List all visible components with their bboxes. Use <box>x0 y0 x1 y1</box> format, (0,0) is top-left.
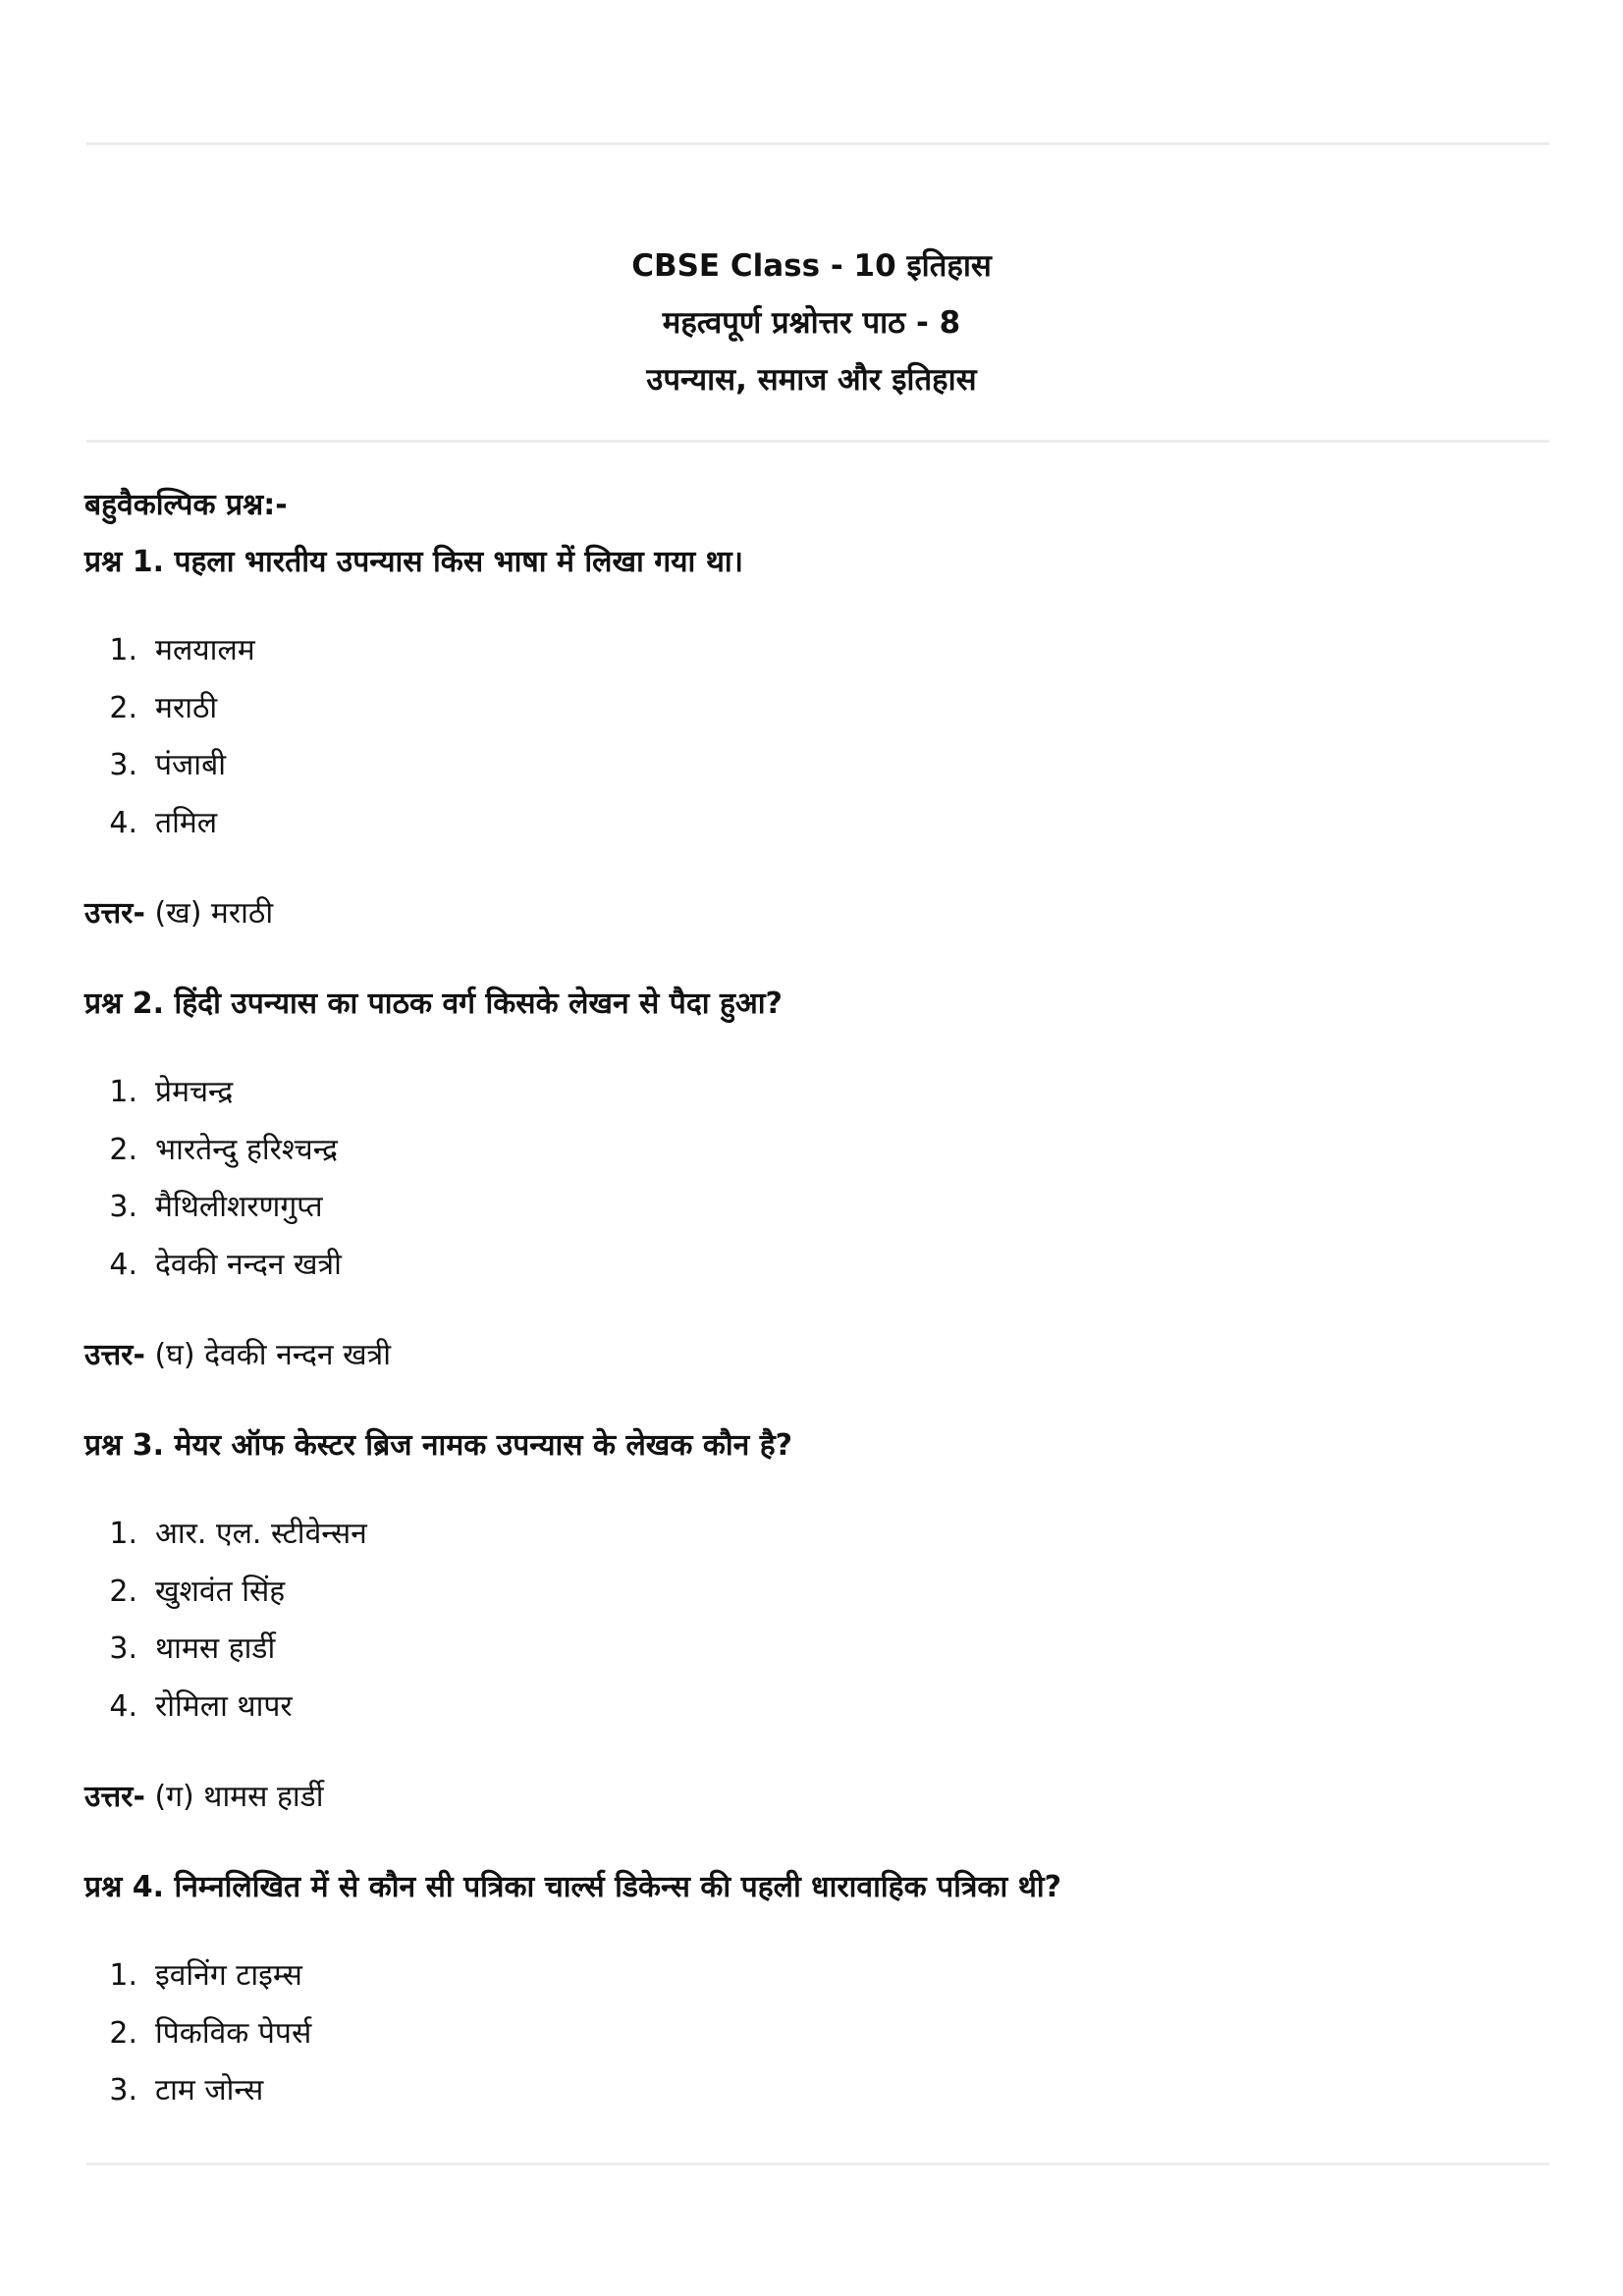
option-number: 2. <box>109 1132 137 1167</box>
question-3: प्रश्न 3. मेयर ऑफ केस्टर ब्रिज नामक उपन्यास के लेखक कौन है? <box>84 1428 793 1463</box>
option-number: 2. <box>109 2015 137 2051</box>
option-item <box>84 680 1538 738</box>
section-heading: बहुवैकल्पिक प्रश्न:- <box>84 488 288 522</box>
answer-label: उत्तर- <box>84 1338 145 1372</box>
option-item <box>84 1237 1538 1295</box>
option-number: 2. <box>109 690 137 725</box>
answer-text: (घ) देवकी नन्दन खत्री <box>154 1338 391 1372</box>
option-number: 1. <box>109 1075 137 1109</box>
answer-q1 <box>84 885 1538 942</box>
option-item <box>84 1948 1538 2005</box>
option-item <box>84 795 1538 853</box>
option-item <box>84 1179 1538 1237</box>
option-text: आर. एल. स्टीवेन्सन <box>155 1517 367 1551</box>
option-text: पिकविक पेपर्स <box>155 2015 312 2051</box>
option-number: 4. <box>109 1688 137 1724</box>
option-item <box>84 622 1538 680</box>
top-divider <box>86 142 1549 145</box>
document-subtitle: महत्वपूर्ण प्रश्नोत्तर पाठ - 8 <box>662 305 961 341</box>
option-number: 2. <box>109 1574 137 1609</box>
option-item <box>84 1506 1538 1564</box>
option-item <box>84 1122 1538 1180</box>
option-text: मैथिलीशरणगुप्त <box>155 1190 323 1224</box>
option-item <box>84 2005 1538 2063</box>
option-text: रोमिला थापर <box>155 1688 293 1724</box>
option-text: तमिल <box>155 805 218 840</box>
chapter-title: उपन्यास, समाज और इतिहास <box>646 362 977 398</box>
options-list-q2 <box>84 1064 1538 1294</box>
option-number: 3. <box>109 748 137 782</box>
question-4: प्रश्न 4. निम्नलिखित में से कौन सी पत्रिका चार्ल्स डिकेन्स की पहली धारावाहिक पत्रिका थी? <box>84 1870 1062 1904</box>
header-divider <box>86 440 1549 443</box>
option-item <box>84 1564 1538 1622</box>
option-number: 1. <box>109 1517 137 1551</box>
options-list-q3 <box>84 1506 1538 1735</box>
answer-text: (ख) मराठी <box>154 896 274 931</box>
option-text: टाम जोन्स <box>155 2073 264 2108</box>
option-number: 1. <box>109 633 137 667</box>
question-2: प्रश्न 2. हिंदी उपन्यास का पाठक वर्ग किसके लेखन से पैदा हुआ? <box>84 987 783 1021</box>
answer-q2 <box>84 1327 1538 1384</box>
answer-q3 <box>84 1769 1538 1826</box>
option-number: 3. <box>109 1631 137 1666</box>
option-number: 3. <box>109 2073 137 2108</box>
question-1: प्रश्न 1. पहला भारतीय उपन्यास किस भाषा में लिखा गया था। <box>84 545 744 579</box>
option-item <box>84 1679 1538 1736</box>
options-list-q1 <box>84 622 1538 852</box>
answer-text: (ग) थामस हार्डी <box>154 1780 324 1814</box>
option-text: देवकी नन्दन खत्री <box>155 1247 342 1282</box>
option-number: 1. <box>109 1958 137 1993</box>
option-text: भारतेन्दु हरिश्चन्द्र <box>155 1132 338 1167</box>
document-header <box>0 238 1623 408</box>
options-list-q4 <box>84 1948 1538 2120</box>
option-text: मराठी <box>155 690 218 725</box>
document-title: CBSE Class - 10 इतिहास <box>631 248 992 284</box>
answer-label: उत्तर- <box>84 1780 145 1814</box>
option-text: प्रेमचन्द्र <box>155 1075 234 1109</box>
footer-divider <box>86 2163 1549 2165</box>
option-text: मलयालम <box>155 633 255 667</box>
option-number: 4. <box>109 1247 137 1282</box>
option-item <box>84 1064 1538 1122</box>
option-text: पंजाबी <box>155 748 226 782</box>
option-item <box>84 1621 1538 1679</box>
answer-label: उत्तर- <box>84 896 145 931</box>
option-number: 4. <box>109 805 137 840</box>
option-text: इवनिंग टाइम्स <box>155 1958 302 1993</box>
option-text: खुशवंत सिंह <box>155 1574 286 1609</box>
option-text: थामस हार्डी <box>155 1631 276 1666</box>
option-number: 3. <box>109 1190 137 1224</box>
option-item <box>84 2062 1538 2120</box>
option-item <box>84 737 1538 795</box>
question-content <box>84 477 1538 2120</box>
